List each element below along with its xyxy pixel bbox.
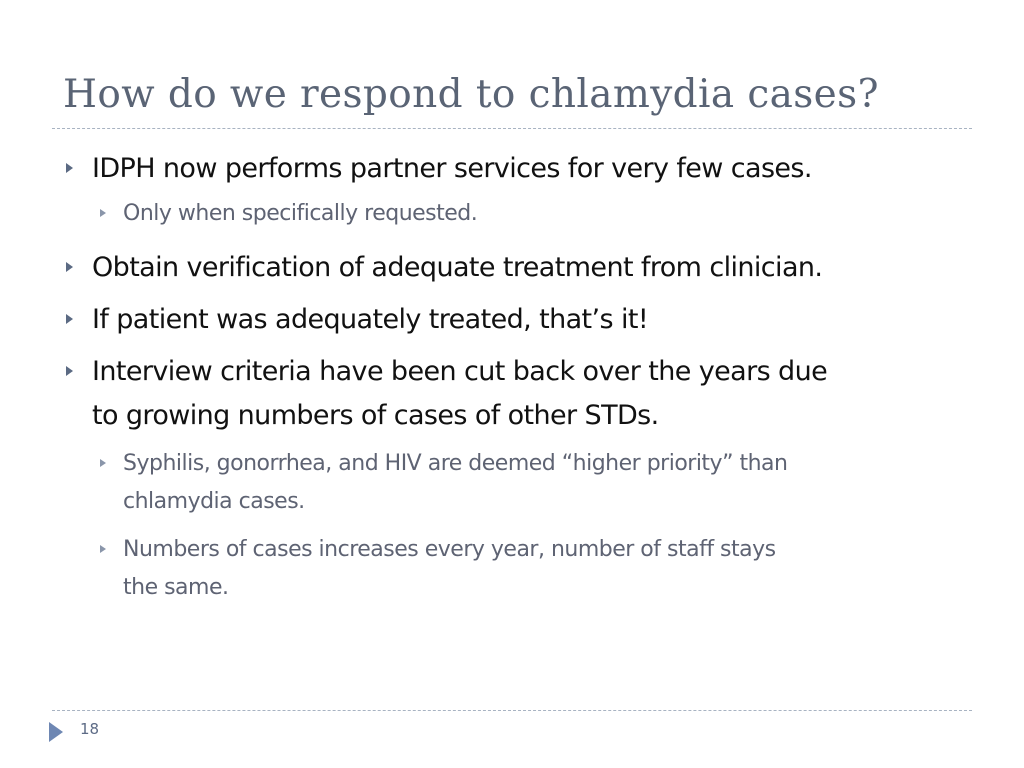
slide-title: How do we respond to chlamydia cases? [63,72,879,117]
sub-bullet-text-line-1: Syphilis, gonorrhea, and HIV are deemed “higher priority” than [123,451,788,476]
sub-bullet-text-line-2: chlamydia cases. [123,489,305,514]
bullet-arrow-icon [66,314,73,324]
bullet-text: IDPH now performs partner services for very few cases. [92,153,812,184]
sub-bullet-arrow-icon [100,545,106,553]
bullet-arrow-icon [66,366,73,376]
page-number: 18 [80,720,100,738]
bullet-arrow-icon [66,163,73,173]
footer-divider [52,710,972,711]
sub-bullet-arrow-icon [100,209,106,217]
title-divider [52,128,972,129]
bullet-text: Obtain verification of adequate treatment from clinician. [92,252,823,283]
footer-arrow-icon [49,722,63,742]
sub-bullet-text-line-1: Numbers of cases increases every year, number of staff stays [123,537,776,562]
bullet-text: If patient was adequately treated, that’s it! [92,304,649,335]
sub-bullet-text: Only when specifically requested. [123,201,478,226]
sub-bullet-text-line-2: the same. [123,575,229,600]
bullet-text-line-1: Interview criteria have been cut back over the years due [92,356,828,387]
sub-bullet-arrow-icon [100,459,106,467]
bullet-text-line-2: to growing numbers of cases of other STDs. [92,400,659,431]
bullet-arrow-icon [66,262,73,272]
